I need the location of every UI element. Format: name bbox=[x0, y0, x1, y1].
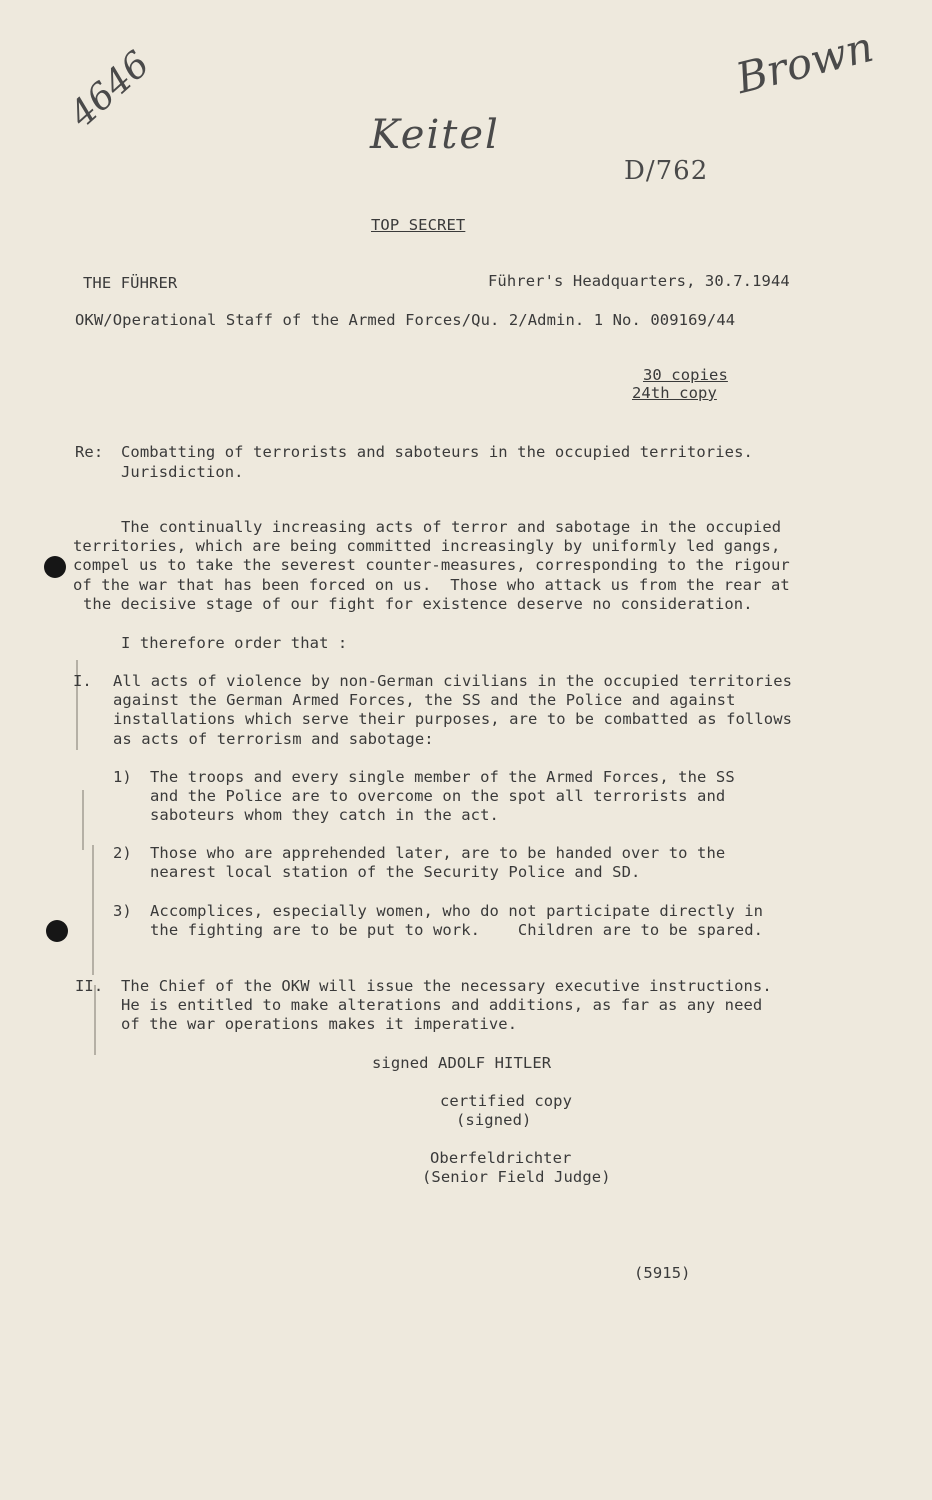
item-line: saboteurs whom they catch in the act. bbox=[150, 806, 499, 824]
classification: TOP SECRET bbox=[371, 216, 466, 234]
copies-total: 30 copies bbox=[643, 366, 728, 384]
certified-signed: (signed) bbox=[456, 1111, 532, 1129]
margin-line bbox=[82, 790, 84, 850]
place-date: Führer's Headquarters, 30.7.1944 bbox=[488, 272, 790, 290]
item-line: Accomplices, especially women, who do not participate directly in bbox=[150, 902, 764, 920]
signature-keitel: Keitel bbox=[370, 112, 500, 158]
subject-line: Combatting of terrorists and saboteurs in the occupied territories. bbox=[121, 443, 753, 461]
copies-this: 24th copy bbox=[632, 384, 717, 402]
paragraph-line: of the war that has been forced on us. Those who attack us from the rear at bbox=[73, 576, 790, 594]
paragraph-line: territories, which are being committed increasingly by uniformly led gangs, bbox=[73, 537, 781, 555]
footer-number: (5915) bbox=[634, 1264, 691, 1282]
reference: OKW/Operational Staff of the Armed Forces/Qu. 2/Admin. 1 No. 009169/44 bbox=[75, 311, 736, 329]
section-line: against the German Armed Forces, the SS and the Police and against bbox=[113, 691, 736, 709]
punch-hole-top bbox=[44, 556, 66, 578]
signed-line: signed ADOLF HITLER bbox=[372, 1054, 552, 1072]
signatory-title: Oberfeldrichter bbox=[430, 1149, 572, 1167]
signatory-translation: (Senior Field Judge) bbox=[422, 1168, 611, 1186]
item-line: and the Police are to overcome on the spot all terrorists and bbox=[150, 787, 726, 805]
subject-prefix: Re: bbox=[75, 443, 104, 461]
margin-line bbox=[92, 845, 94, 975]
section-line: of the war operations makes it imperative. bbox=[121, 1015, 518, 1033]
section-line: He is entitled to make alterations and additions, as far as any need bbox=[121, 996, 763, 1014]
signature-right: Brown bbox=[731, 21, 879, 104]
subject-line: Jurisdiction. bbox=[121, 463, 244, 481]
item-line: Those who are apprehended later, are to be handed over to the bbox=[150, 844, 726, 862]
paragraph-line: The continually increasing acts of terror and sabotage in the occupied bbox=[121, 518, 782, 536]
item-number: 3) bbox=[113, 902, 132, 920]
item-line: nearest local station of the Security Police and SD. bbox=[150, 863, 641, 881]
item-number: 2) bbox=[113, 844, 132, 862]
section-line: The Chief of the OKW will issue the necessary executive instructions. bbox=[121, 977, 772, 995]
handwritten-number: 4646 bbox=[62, 43, 158, 136]
punch-hole-bottom bbox=[46, 920, 68, 942]
sender: THE FÜHRER bbox=[83, 274, 178, 292]
paragraph-line: compel us to take the severest counter-measures, corresponding to the rigour bbox=[73, 556, 790, 574]
document-number: D/762 bbox=[624, 156, 709, 186]
order-intro: I therefore order that : bbox=[121, 634, 348, 652]
paragraph-line: the decisive stage of our fight for existence deserve no consideration. bbox=[83, 595, 753, 613]
section-line: installations which serve their purposes, are to be combatted as follows bbox=[113, 710, 793, 728]
item-line: The troops and every single member of the Armed Forces, the SS bbox=[150, 768, 735, 786]
item-number: 1) bbox=[113, 768, 132, 786]
section-numeral: I. bbox=[73, 672, 92, 690]
section-numeral: II. bbox=[75, 977, 104, 995]
item-line: the fighting are to be put to work. Children are to be spared. bbox=[150, 921, 764, 939]
section-line: All acts of violence by non-German civilians in the occupied territories bbox=[113, 672, 793, 690]
certified-copy: certified copy bbox=[440, 1092, 573, 1110]
section-line: as acts of terrorism and sabotage: bbox=[113, 730, 434, 748]
